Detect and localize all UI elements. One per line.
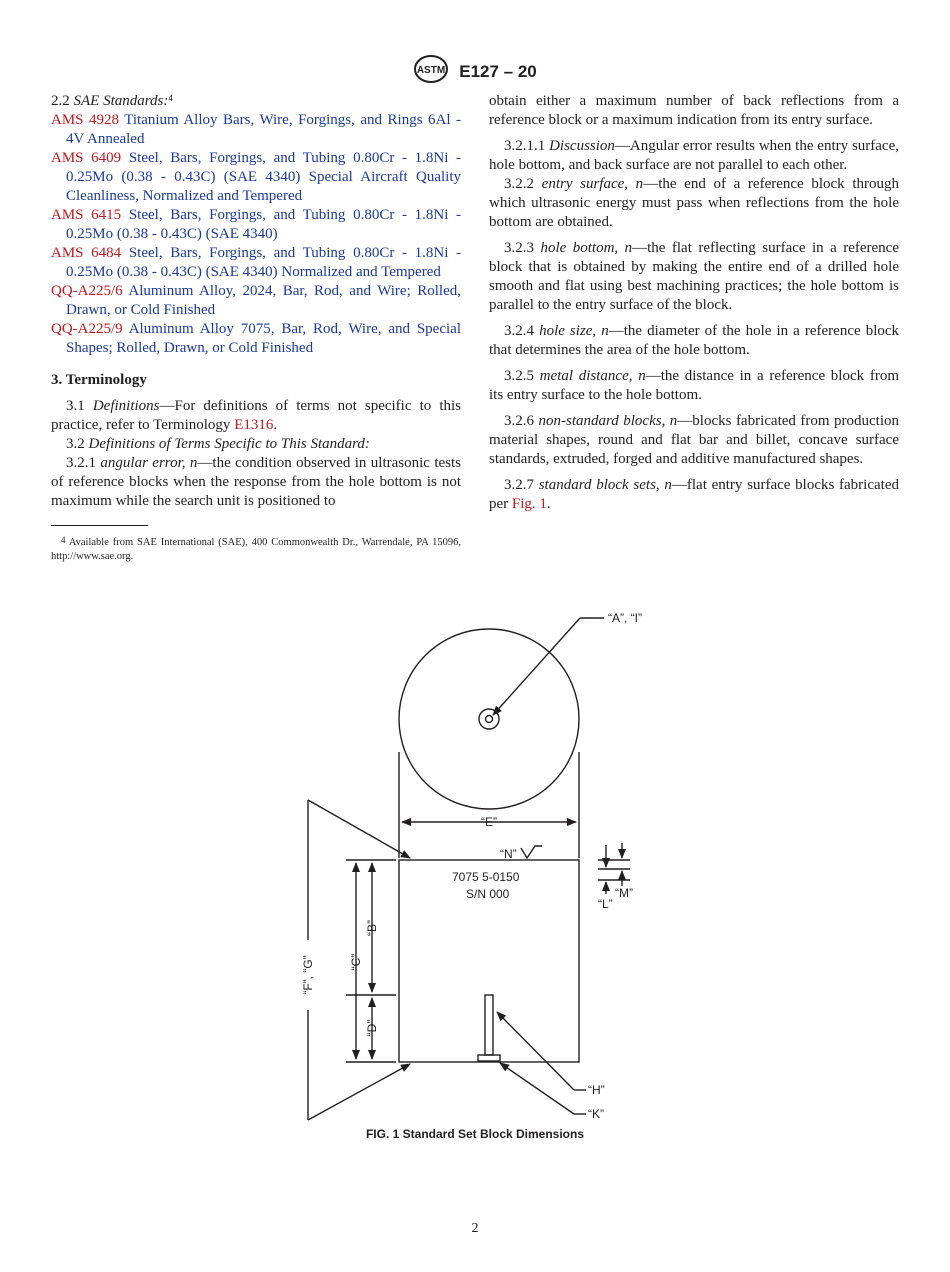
footnote-divider <box>51 525 148 526</box>
paragraph-3-2-7: 3.2.7 standard block sets, n—flat entry surface blocks fabricated per Fig. 1. <box>489 477 899 512</box>
page-number: 2 <box>471 1221 479 1236</box>
paragraph-3-2-1: 3.2.1 angular error, n—the condition observed in ultrasonic tests of reference blocks when the response from the hole bottom is not maximum while the search unit is positioned to <box>51 455 461 509</box>
reference-item[interactable]: AMS 6484 Steel, Bars, Forgings, and Tubing 0.80Cr - 1.8Ni - 0.25Mo (0.38 - 0.43C) (SAE 4340) Normalized and Tempered <box>51 245 462 280</box>
paragraph-3-1: 3.1 Definitions—For definitions of terms not specific to this practice, refer to Terminology E1316. <box>51 398 461 433</box>
e1316-link[interactable]: E1316 <box>234 417 274 433</box>
leader-G-arrow <box>308 1064 410 1120</box>
paragraph-3-2-3: 3.2.3 hole bottom, n—the flat reflecting surface in a reference block that is obtained by making the entire end of a drilled hole smooth and flat using best machining practices; the hole bottom is parallel to the entry surface of the block. <box>489 240 899 313</box>
reference-item[interactable]: QQ-A225/9 Aluminum Alloy 7075, Bar, Rod, Wire, and Special Shapes; Rolled, Drawn, or Cold Finished <box>51 321 461 356</box>
paragraph-3-2-2: 3.2.2 entry surface, n—the end of a reference block through which ultrasonic energy must pass when reflections from the hole bottom are obtained. <box>489 176 899 230</box>
paragraph-3-2-6: 3.2.6 non-standard blocks, n—blocks fabricated from production material shapes, round and flat bar and billet, concave surface standards, extruded, forged and additive manufactured shapes. <box>489 413 899 467</box>
astm-logo-icon <box>413 54 449 89</box>
paragraph-3-2-1-1: 3.2.1.1 Discussion—Angular error results when the entry surface, hole bottom, and back surface are not parallel to each other. <box>489 138 899 173</box>
label-M: “M” <box>615 886 633 900</box>
designation: E127 – 20 <box>459 61 537 81</box>
reference-item[interactable]: AMS 4928 Titanium Alloy Bars, Wire, Forgings, and Rings 6Al - 4V Annealed <box>51 112 461 147</box>
fig-1-link[interactable]: Fig. 1 <box>511 496 547 512</box>
section-heading: 3. Terminology <box>51 372 147 388</box>
right-column <box>489 92 899 514</box>
leader-F-arrow <box>308 800 410 858</box>
block-top-view-circle <box>399 629 579 809</box>
sae-heading: 2.2 SAE Standards:$^4$ <box>51 93 173 109</box>
leader-K <box>500 1063 574 1114</box>
figure-caption: FIG. 1 Standard Set Block Dimensions <box>365 1127 585 1141</box>
hole-plug <box>478 1055 500 1061</box>
page-header <box>0 54 950 89</box>
paragraph-continuation: obtain either a maximum number of back reflections from a reference block or a maximum indication from its entry surface. <box>489 93 899 128</box>
paragraph-3-2-5: 3.2.5 metal distance, n—the distance in a reference block from its entry surface to the hole bottom. <box>489 368 899 403</box>
surface-finish-symbol-icon <box>521 846 542 858</box>
footnote: $^4$ Available from SAE International (SAE), 400 Commonwealth Dr., Warrendale, PA 15096, http://www.sae.org. <box>51 535 461 562</box>
reference-item[interactable]: QQ-A225/6 Aluminum Alloy, 2024, Bar, Rod, and Wire; Rolled, Drawn, or Cold Finished <box>51 283 461 318</box>
block-marking-line2: S/N 000 <box>466 887 510 901</box>
paragraph-3-2: 3.2 Definitions of Terms Specific to This Standard: <box>66 436 370 452</box>
block-marking-line1: 7075 5-0150 <box>452 870 520 884</box>
label-L: “L” <box>598 897 613 911</box>
figure-1-diagram <box>0 600 950 1125</box>
label-N: “N” <box>500 847 517 861</box>
drilled-hole <box>485 995 493 1055</box>
label-E: “E” <box>481 815 497 829</box>
reference-item[interactable]: AMS 6415 Steel, Bars, Forgings, and Tubing 0.80Cr - 1.8Ni - 0.25Mo (0.38 - 0.43C) (SAE 4340) <box>51 207 462 242</box>
label-B: “B” <box>365 920 379 936</box>
left-column <box>51 92 461 564</box>
leader-AI-arrow <box>493 618 580 715</box>
label-D: “D” <box>365 1019 379 1037</box>
logo-text: ASTM <box>417 65 446 76</box>
hole-inner-dot <box>486 716 493 723</box>
label-H: “H” <box>588 1083 605 1097</box>
leader-H <box>497 1012 574 1090</box>
label-C: “C” <box>349 953 363 971</box>
paragraph-3-2-4: 3.2.4 hole size, n—the diameter of the hole in a reference block that determines the area of the hole bottom. <box>489 323 900 358</box>
label-K: “K” <box>588 1107 604 1121</box>
reference-item[interactable]: AMS 6409 Steel, Bars, Forgings, and Tubing 0.80Cr - 1.8Ni - 0.25Mo (0.38 - 0.43C) (SAE 4340) Special Aircraft Quality Cleanliness, Normalized and Tempered <box>51 150 462 204</box>
label-A-I: “A”, “I” <box>608 611 642 625</box>
label-F-G: “F”, “G” <box>301 955 315 995</box>
